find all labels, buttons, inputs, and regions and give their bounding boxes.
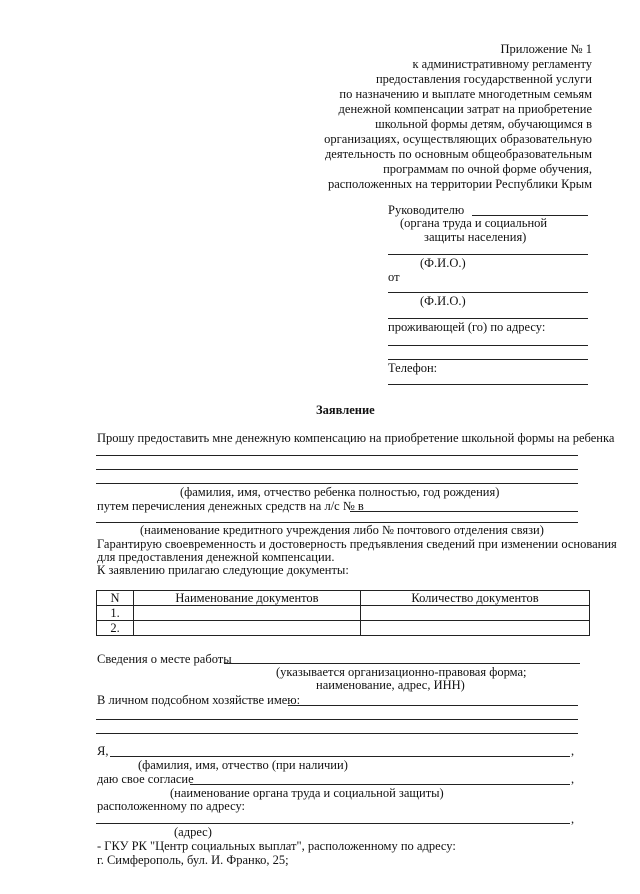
- header-line: организациях, осуществляющих образовательную: [324, 132, 592, 146]
- phone-label: Телефон:: [388, 361, 438, 375]
- account-field[interactable]: [350, 511, 578, 512]
- document-count-cell[interactable]: [361, 606, 590, 621]
- household-field-1[interactable]: [288, 705, 578, 706]
- col-n-header: N: [97, 591, 134, 606]
- gku-text: - ГКУ РК "Центр социальных выплат", расположенному по адресу:: [97, 839, 456, 853]
- col-name-header: Наименование документов: [134, 591, 361, 606]
- child-field-2[interactable]: [96, 469, 578, 470]
- header-line: к административному регламенту: [412, 57, 592, 71]
- consent-located: расположенному по адресу:: [97, 799, 246, 813]
- comma: ,: [571, 812, 575, 826]
- address-field-1[interactable]: [388, 345, 588, 346]
- document-name-cell[interactable]: [134, 621, 361, 636]
- table-header-row: [97, 591, 590, 606]
- recipient-fio-field[interactable]: [388, 254, 588, 255]
- applicant-fio-field[interactable]: [388, 292, 588, 293]
- address-field-2[interactable]: [388, 359, 588, 360]
- from-label: от: [388, 270, 400, 284]
- comma: ,: [571, 772, 575, 786]
- guarantee-line-2: для предоставления денежной компенсации.: [97, 550, 335, 564]
- recipient-head: Руководителю: [388, 203, 465, 217]
- header-line: денежной компенсации затрат на приобретение: [338, 102, 592, 116]
- attach-text: К заявлению прилагаю следующие документы:: [97, 563, 349, 577]
- work-hint-1: (указывается организационно-правовая форма;: [276, 665, 527, 679]
- header-line: по назначению и выплате многодетным семьям: [339, 87, 592, 101]
- consent-organ-hint: (наименование органа труда и социальной защиты): [170, 786, 444, 800]
- consent-fio-field[interactable]: [110, 756, 570, 757]
- consent-give: даю свое согласие: [97, 772, 194, 786]
- organ-hint-1: (органа труда и социальной: [400, 216, 548, 230]
- consent-ya: Я,: [97, 744, 109, 758]
- fio-hint-2: (Ф.И.О.): [420, 294, 466, 308]
- phone-field[interactable]: [388, 384, 588, 385]
- consent-fio-hint: (фамилия, имя, отчество (при наличии): [138, 758, 348, 772]
- table-row: [97, 621, 590, 636]
- fio-hint-1: (Ф.И.О.): [420, 256, 466, 270]
- col-count-header: Количество документов: [361, 591, 590, 606]
- consent-address-hint: (адрес): [174, 825, 212, 839]
- table-row: [97, 606, 590, 621]
- transfer-text: путем перечисления денежных средств на л/с № в: [97, 499, 364, 513]
- documents-table: [96, 590, 590, 636]
- request-text: Прошу предоставить мне денежную компенсацию на приобретение школьной формы на ребенка: [97, 431, 615, 445]
- consent-organ-field[interactable]: [190, 784, 570, 785]
- document-title: Заявление: [316, 403, 375, 417]
- row-number: 2.: [97, 621, 134, 636]
- document-count-cell[interactable]: [361, 621, 590, 636]
- child-field-1[interactable]: [96, 455, 578, 456]
- work-hint-2: наименование, адрес, ИНН): [316, 678, 465, 692]
- header-line: расположенных на территории Республики Крым: [327, 177, 592, 191]
- header-line: школьной формы детям, обучающимся в: [375, 117, 592, 131]
- child-hint: (фамилия, имя, отчество ребенка полностью, год рождения): [180, 485, 500, 499]
- consent-address-field[interactable]: [96, 823, 570, 824]
- header-line: Приложение № 1: [500, 42, 592, 56]
- household-label: В личном подсобном хозяйстве имею:: [97, 693, 301, 707]
- guarantee-line-1: Гарантирую своевременность и достоверность предъявления сведений при изменении основания: [97, 537, 617, 551]
- household-field-2[interactable]: [96, 719, 578, 720]
- work-label: Сведения о месте работы: [97, 652, 232, 666]
- organ-hint-2: защиты населения): [424, 230, 527, 244]
- comma: ,: [571, 744, 575, 758]
- bank-hint: (наименование кредитного учреждения либо № почтового отделения связи): [140, 523, 544, 537]
- gku-address: г. Симферополь, бул. И. Франко, 25;: [97, 853, 289, 867]
- address-label: проживающей (го) по адресу:: [388, 320, 546, 334]
- document-name-cell[interactable]: [134, 606, 361, 621]
- header-line: программам по очной форме обучения,: [383, 162, 592, 176]
- row-number: 1.: [97, 606, 134, 621]
- work-field[interactable]: [224, 663, 580, 664]
- applicant-extra-field[interactable]: [388, 318, 588, 319]
- header-line: предоставления государственной услуги: [375, 72, 592, 86]
- child-field-3[interactable]: [96, 483, 578, 484]
- header-line: деятельность по основным общеобразовательным: [324, 147, 592, 161]
- household-field-3[interactable]: [96, 733, 578, 734]
